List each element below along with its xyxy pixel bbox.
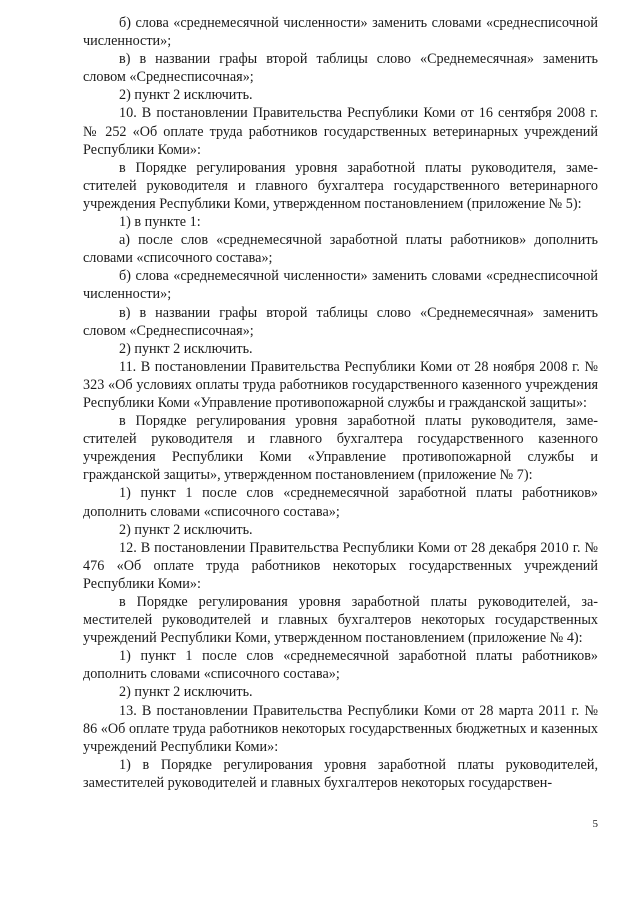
paragraph: б) слова «среднемесячной численности» заменить словами «среднесписочной численности»;	[83, 268, 598, 303]
paragraph: а) после слов «среднемесячной заработной платы работников» дополнить словами «списочного состава»;	[83, 232, 598, 267]
paragraph: 10. В постановлении Правительства Республики Коми от 16 сентября 2008 г. № 252 «Об оплате труда работников государственных ветеринарных учреждений Республики Коми»:	[83, 105, 598, 158]
paragraph: 2) пункт 2 исключить.	[119, 684, 253, 701]
paragraph: в) в названии графы второй таблицы слово «Среднемесячная» заменить словом «Среднесписочная»;	[83, 51, 598, 86]
paragraph: 1) в пункте 1:	[119, 214, 201, 231]
paragraph: 2) пункт 2 исключить.	[119, 521, 253, 538]
paragraph: 1) в Порядке регулирования уровня заработной платы руководителей, заместителей руководителей и главных бухгалтеров некоторых государствен-	[83, 756, 598, 791]
paragraph: в) в названии графы второй таблицы слово «Среднемесячная» заменить словом «Среднесписочная»;	[83, 304, 598, 339]
paragraph: 1) пункт 1 после слов «среднемесячной заработной платы работников» дополнить словами «списочного состава»;	[83, 485, 598, 520]
paragraph: 1) пункт 1 после слов «среднемесячной заработной платы работников» дополнить словами «списочного состава»;	[83, 648, 598, 683]
paragraph: б) слова «среднемесячной численности» заменить словами «среднесписочной численности»;	[83, 15, 598, 50]
paragraph: 11. В постановлении Правительства Республики Коми от 28 ноября 2008 г. № 323 «Об условиях оплаты труда работников государственного казенного учреждения Республики Коми «Управление противопожарной службы и гражданской защиты»:	[83, 358, 598, 411]
paragraph: 12. В постановлении Правительства Республики Коми от 28 декабря 2010 г. № 476 «Об оплате труда работников некоторых государственных учреждений Республики Коми»:	[83, 539, 598, 592]
paragraph: в Порядке регулирования уровня заработной платы руководителя, заместителей руководителя и главного бухгалтера государственного ветеринарного учреждения Республики Коми, утвержденном постановлением (приложение № 5):	[83, 159, 598, 212]
paragraph: 2) пункт 2 исключить.	[119, 87, 253, 104]
paragraph: 13. В постановлении Правительства Республики Коми от 28 марта 2011 г. № 86 «Об оплате труда работников некоторых государственных бюджетных и казенных учреждений Республики Коми»:	[83, 702, 598, 755]
page-number: 5	[592, 818, 598, 830]
document-body	[83, 14, 598, 792]
paragraph: 2) пункт 2 исключить.	[119, 340, 253, 357]
paragraph: в Порядке регулирования уровня заработной платы руководителей, заместителей руководителей и главных бухгалтеров некоторых государственных учреждений Республики Коми, утвержденном постановлением (приложение № 4):	[83, 594, 598, 647]
paragraph: в Порядке регулирования уровня заработной платы руководителя, заместителей руководителя и главного бухгалтера государственного казенного учреждения Республики Коми «Управление противопожарной службы и гражданской защиты», утвержденном постановлением (приложение № 7):	[83, 413, 598, 484]
